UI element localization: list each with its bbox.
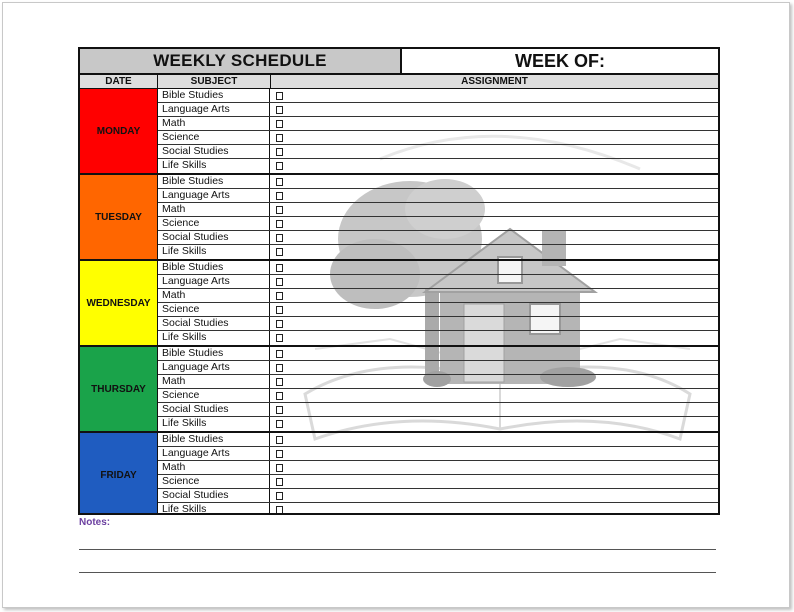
assignment-cell[interactable] xyxy=(270,189,718,202)
checkbox-icon[interactable] xyxy=(276,220,283,228)
schedule-row xyxy=(158,347,718,361)
assignment-cell[interactable] xyxy=(270,347,718,360)
checkbox-icon[interactable] xyxy=(276,406,283,414)
weekly-schedule-sheet xyxy=(78,47,720,515)
checkbox-icon[interactable] xyxy=(276,162,283,170)
day-block-wednesday xyxy=(80,261,718,347)
schedule-row xyxy=(158,261,718,275)
day-block-thursday xyxy=(80,347,718,433)
checkbox-icon[interactable] xyxy=(276,450,283,458)
schedule-row xyxy=(158,175,718,189)
schedule-row xyxy=(158,245,718,259)
title-row xyxy=(80,49,718,75)
assignment-cell[interactable] xyxy=(270,217,718,230)
assignment-cell[interactable] xyxy=(270,317,718,330)
days-container xyxy=(80,89,718,515)
schedule-row xyxy=(158,389,718,403)
schedule-row xyxy=(158,117,718,131)
checkbox-icon[interactable] xyxy=(276,192,283,200)
assignment-cell[interactable] xyxy=(270,289,718,302)
week-of-field[interactable]: WEEK OF: xyxy=(402,49,718,73)
assignment-cell[interactable] xyxy=(270,261,718,274)
subject-cell: Language Arts xyxy=(158,189,270,202)
subject-cell: Bible Studies xyxy=(158,261,270,274)
day-label-tuesday: TUESDAY xyxy=(80,175,158,259)
subject-cell: Science xyxy=(158,389,270,402)
schedule-row xyxy=(158,331,718,345)
checkbox-icon[interactable] xyxy=(276,234,283,242)
checkbox-icon[interactable] xyxy=(276,248,283,256)
schedule-row xyxy=(158,489,718,503)
notes-label: Notes: xyxy=(79,517,111,528)
checkbox-icon[interactable] xyxy=(276,120,283,128)
schedule-row xyxy=(158,145,718,159)
schedule-row xyxy=(158,361,718,375)
subject-rows xyxy=(158,261,718,345)
subject-rows xyxy=(158,433,718,515)
subject-cell: Bible Studies xyxy=(158,175,270,188)
column-header-row xyxy=(80,75,718,89)
subject-cell: Social Studies xyxy=(158,403,270,416)
checkbox-icon[interactable] xyxy=(276,106,283,114)
assignment-cell[interactable] xyxy=(270,331,718,345)
subject-cell: Science xyxy=(158,475,270,488)
checkbox-icon[interactable] xyxy=(276,334,283,342)
schedule-row xyxy=(158,375,718,389)
subject-rows xyxy=(158,347,718,431)
checkbox-icon[interactable] xyxy=(276,306,283,314)
schedule-row xyxy=(158,503,718,515)
day-label-friday: FRIDAY xyxy=(80,433,158,515)
subject-cell: Math xyxy=(158,375,270,388)
day-label-wednesday: WEDNESDAY xyxy=(80,261,158,345)
day-block-monday xyxy=(80,89,718,175)
checkbox-icon[interactable] xyxy=(276,378,283,386)
schedule-row xyxy=(158,89,718,103)
checkbox-icon[interactable] xyxy=(276,320,283,328)
subject-cell: Life Skills xyxy=(158,159,270,173)
schedule-row xyxy=(158,103,718,117)
assignment-cell[interactable] xyxy=(270,389,718,402)
subject-cell: Language Arts xyxy=(158,361,270,374)
checkbox-icon[interactable] xyxy=(276,264,283,272)
assignment-cell[interactable] xyxy=(270,303,718,316)
subject-cell: Math xyxy=(158,203,270,216)
checkbox-icon[interactable] xyxy=(276,148,283,156)
checkbox-icon[interactable] xyxy=(276,392,283,400)
assignment-cell[interactable] xyxy=(270,489,718,502)
subject-cell: Science xyxy=(158,303,270,316)
schedule-row xyxy=(158,131,718,145)
assignment-cell[interactable] xyxy=(270,89,718,102)
assignment-cell[interactable] xyxy=(270,447,718,460)
subject-cell: Math xyxy=(158,289,270,302)
assignment-cell[interactable] xyxy=(270,461,718,474)
checkbox-icon[interactable] xyxy=(276,464,283,472)
subject-cell: Social Studies xyxy=(158,145,270,158)
subject-rows xyxy=(158,89,718,173)
assignment-cell[interactable] xyxy=(270,403,718,416)
schedule-row xyxy=(158,403,718,417)
subject-cell: Science xyxy=(158,217,270,230)
day-label-monday: MONDAY xyxy=(80,89,158,173)
assignment-cell[interactable] xyxy=(270,375,718,388)
schedule-row xyxy=(158,317,718,331)
date-column-header: DATE xyxy=(80,75,158,88)
assignment-cell[interactable] xyxy=(270,131,718,144)
day-block-tuesday xyxy=(80,175,718,261)
checkbox-icon[interactable] xyxy=(276,420,283,428)
schedule-row xyxy=(158,461,718,475)
assignment-cell[interactable] xyxy=(270,159,718,173)
checkbox-icon[interactable] xyxy=(276,178,283,186)
checkbox-icon[interactable] xyxy=(276,350,283,358)
notes-line[interactable] xyxy=(79,572,716,573)
checkbox-icon[interactable] xyxy=(276,206,283,214)
subject-cell: Bible Studies xyxy=(158,347,270,360)
subject-cell: Math xyxy=(158,461,270,474)
checkbox-icon[interactable] xyxy=(276,506,283,514)
subject-cell: Social Studies xyxy=(158,317,270,330)
checkbox-icon[interactable] xyxy=(276,278,283,286)
schedule-row xyxy=(158,475,718,489)
schedule-row xyxy=(158,433,718,447)
subject-cell: Science xyxy=(158,131,270,144)
schedule-row xyxy=(158,189,718,203)
assignment-cell[interactable] xyxy=(270,503,718,515)
assignment-cell[interactable] xyxy=(270,175,718,188)
subject-cell: Social Studies xyxy=(158,489,270,502)
subject-cell: Language Arts xyxy=(158,103,270,116)
subject-column-header: SUBJECT xyxy=(158,75,271,88)
checkbox-icon[interactable] xyxy=(276,92,283,100)
subject-cell: Math xyxy=(158,117,270,130)
schedule-row xyxy=(158,231,718,245)
subject-cell: Language Arts xyxy=(158,447,270,460)
subject-cell: Life Skills xyxy=(158,503,270,515)
assignment-cell[interactable] xyxy=(270,203,718,216)
assignment-cell[interactable] xyxy=(270,475,718,488)
schedule-row xyxy=(158,159,718,173)
assignment-cell[interactable] xyxy=(270,103,718,116)
schedule-row xyxy=(158,203,718,217)
subject-cell: Life Skills xyxy=(158,245,270,259)
schedule-row xyxy=(158,447,718,461)
assignment-cell[interactable] xyxy=(270,361,718,374)
subject-rows xyxy=(158,175,718,259)
checkbox-icon[interactable] xyxy=(276,436,283,444)
notes-line[interactable] xyxy=(79,549,716,550)
checkbox-icon[interactable] xyxy=(276,364,283,372)
day-block-friday xyxy=(80,433,718,515)
subject-cell: Bible Studies xyxy=(158,89,270,102)
schedule-row xyxy=(158,417,718,431)
schedule-row xyxy=(158,289,718,303)
assignment-cell[interactable] xyxy=(270,275,718,288)
subject-cell: Bible Studies xyxy=(158,433,270,446)
assignment-cell[interactable] xyxy=(270,417,718,431)
assignment-cell[interactable] xyxy=(270,145,718,158)
subject-cell: Life Skills xyxy=(158,417,270,431)
schedule-title: WEEKLY SCHEDULE xyxy=(80,49,402,73)
subject-cell: Language Arts xyxy=(158,275,270,288)
assignment-cell[interactable] xyxy=(270,245,718,259)
assignment-column-header: ASSIGNMENT xyxy=(461,76,528,87)
schedule-row xyxy=(158,303,718,317)
checkbox-icon[interactable] xyxy=(276,292,283,300)
schedule-row xyxy=(158,217,718,231)
checkbox-icon[interactable] xyxy=(276,478,283,486)
day-label-thursday: THURSDAY xyxy=(80,347,158,431)
checkbox-icon[interactable] xyxy=(276,134,283,142)
subject-cell: Social Studies xyxy=(158,231,270,244)
checkbox-icon[interactable] xyxy=(276,492,283,500)
assignment-cell[interactable] xyxy=(270,433,718,446)
subject-cell: Life Skills xyxy=(158,331,270,345)
schedule-row xyxy=(158,275,718,289)
assignment-cell[interactable] xyxy=(270,117,718,130)
assignment-cell[interactable] xyxy=(270,231,718,244)
